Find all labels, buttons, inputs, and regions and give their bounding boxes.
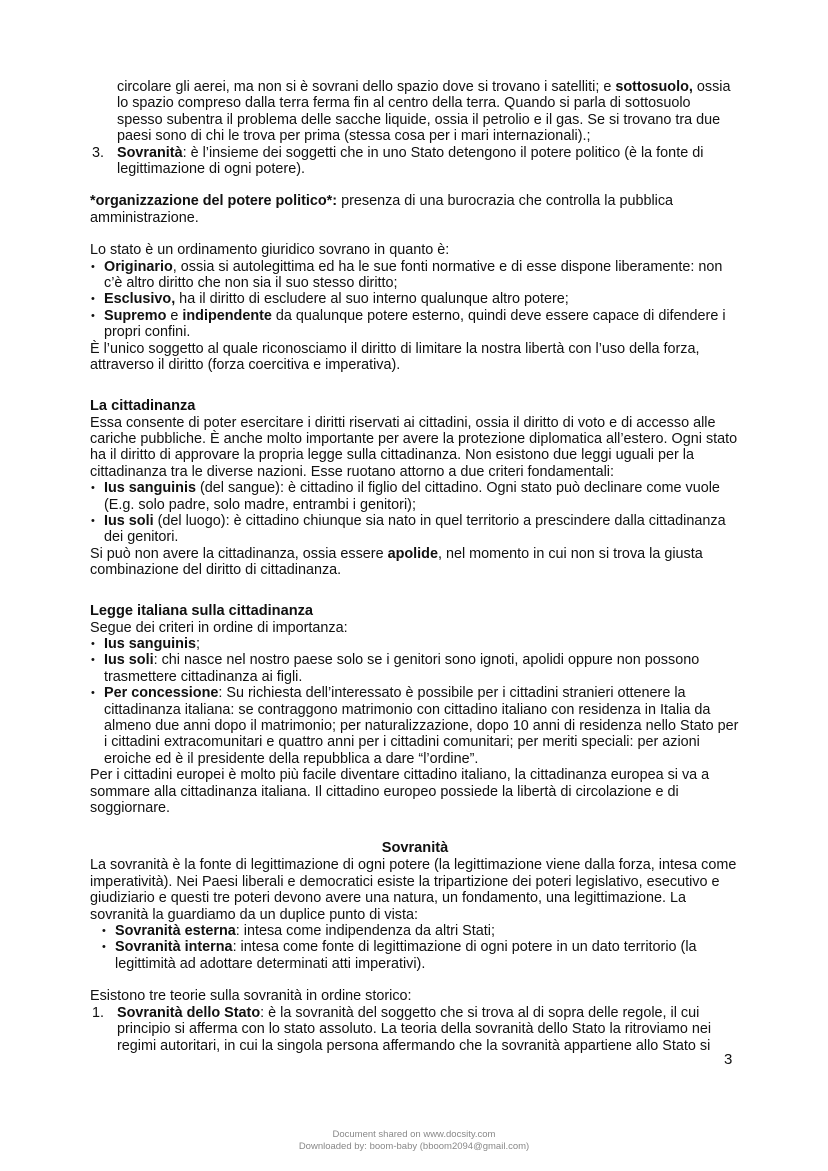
footer-shared-line: Document shared on www.docsity.com <box>332 1129 496 1140</box>
legge-heading: Legge italiana sulla cittadinanza <box>90 602 314 619</box>
sovranita-intro: La sovranità è la fonte di legittimazione di ogni potere (la legittimazione viene dalla forza, intesa come imperatività). Nei Paesi liberali e democratici esiste la tripartizione dei poteri legislativo, esecutivo e giudiziario e questi tre poteri devono avere una natura, un fondamento, una legittimazione. La sovranità la guardiamo da un duplice punto di vista: <box>90 857 737 923</box>
legge-bullet-list <box>90 636 740 767</box>
text-run: : intesa come fonte di legittimazione di ogni potere in un dato territorio (la legittimità ad adottare determinati atti imperativi). <box>115 939 697 972</box>
list-item <box>101 923 740 939</box>
text-run: circolare gli aerei, ma non si è sovrani dello spazio dove si trovano i satelliti; e <box>117 79 616 95</box>
bullet-icon: • <box>91 637 95 650</box>
list-item-text <box>115 923 495 939</box>
text-run: (del sangue): è cittadino il figlio del cittadino. Ogni stato può declinare come vuole (E.g. solo padre, solo madre, entrambi i genitori); <box>104 480 720 513</box>
stato-intro: Lo stato è un ordinamento giuridico sovrano in quanto è: <box>90 242 450 259</box>
list-item-text <box>104 291 569 307</box>
bold-text: Ius sanguinis <box>104 480 196 497</box>
bold-text: Ius soli <box>104 512 154 529</box>
bold-text: indipendente <box>182 307 272 324</box>
list-item-text <box>104 652 699 684</box>
bold-text: Sovranità <box>117 144 183 161</box>
bullet-icon: • <box>91 482 95 495</box>
list-item-sovranita <box>90 145 740 178</box>
document-page <box>90 79 740 1054</box>
teorie-numbered-list <box>90 1005 740 1054</box>
text-run: e <box>166 307 183 324</box>
bold-text: Supremo <box>104 307 167 324</box>
list-item <box>90 652 740 685</box>
list-item <box>90 636 740 652</box>
list-item <box>90 480 740 513</box>
bold-text: Esclusivo, <box>104 291 176 308</box>
list-item <box>90 685 740 767</box>
footer-downloaded-line: Downloaded by: boom-baby (bboom2094@gmail.com) <box>298 1141 530 1152</box>
list-marker: 3. <box>92 144 105 161</box>
cittadinanza-intro: Essa consente di poter esercitare i diritti riservati ai cittadini, ossia il diritto di voto e di accesso alle cariche pubbliche. È anche molto importante per avere la protezione diplomatica all’estero. Ogni stato ha il diritto di approvare la propria legge sulla cittadinanza. Non esistono due leggi uguali per la cittadinanza tra le diverse nazioni. Esse ruotano attorno a due criteri fondamentali: <box>90 414 738 480</box>
stato-bullet-list <box>90 259 740 341</box>
list-item-sovranita-stato <box>90 1005 740 1054</box>
cittadinanza-heading: La cittadinanza <box>90 397 196 414</box>
list-item <box>101 939 740 972</box>
legge-outro: Per i cittadini europei è molto più facile diventare cittadino italiano, la cittadinanza europea si va a sommare alla cittadinanza italiana. Il cittadino europeo possiede la libertà di circolazione e di soggiornare. <box>90 767 710 817</box>
list-item-text <box>104 308 726 340</box>
bullet-icon: • <box>91 260 95 273</box>
text-run: da qualunque potere esterno, quindi deve essere capace di difendere i propri confini. <box>104 307 726 341</box>
text-run: , nel momento in cui non si trova la giusta combinazione del diritto di cittadinanza. <box>90 545 703 579</box>
list-item <box>90 291 740 307</box>
text-run: (del luogo): è cittadino chiunque sia nato in quel territorio a prescindere dalla cittadinanza dei genitori. <box>104 512 726 546</box>
list-item-text <box>115 939 697 971</box>
sovranita-heading: Sovranità <box>381 840 449 857</box>
bold-text: apolide <box>387 545 438 562</box>
legge-intro: Segue dei criteri in ordine di importanza: <box>90 619 348 636</box>
bullet-icon: • <box>102 941 106 954</box>
text-run: Si può non avere la cittadinanza, ossia essere <box>90 545 388 562</box>
sovranita-bullet-list <box>90 923 740 972</box>
bullet-icon: • <box>91 293 95 306</box>
bold-text: Sovranità interna <box>115 939 233 956</box>
list-item-text <box>104 513 726 545</box>
list-item <box>90 308 740 341</box>
list-item-text <box>117 1005 711 1054</box>
text-run: : intesa come indipendenza da altri Stati; <box>235 923 495 940</box>
list-item <box>90 513 740 546</box>
bullet-icon: • <box>91 514 95 527</box>
text-run: ha il diritto di escludere al suo interno qualunque altro potere; <box>175 291 569 308</box>
cittadinanza-bullet-list <box>90 480 740 546</box>
text-run: : Su richiesta dell’interessato è possibile per i cittadini stranieri ottenere la cittadinanza italiana: se contraggono matrimonio con cittadino italiano con residenza in Italia da almeno due anni dopo il matrimonio; per naturalizzazione, dopo 10 anni di residenza nello Stato per i cittadini extracomunitari e quattro anni per i cittadini comunitari; per meriti speciali: per azioni eroiche ed è il presidente della repubblica a dare “l’ordine”. <box>104 685 739 767</box>
list-marker: 1. <box>92 1004 105 1021</box>
list-item-text <box>104 480 720 512</box>
text-run: presenza di una burocrazia che controlla la pubblica amministrazione. <box>90 193 674 226</box>
bold-text: Ius soli <box>104 652 154 669</box>
organizzazione-paragraph <box>90 193 740 226</box>
bold-text: Per concessione <box>104 685 219 702</box>
bold-text: sottosuolo, <box>615 79 693 95</box>
list-item-text <box>104 636 200 652</box>
bullet-icon: • <box>91 687 95 700</box>
list-item <box>90 259 740 292</box>
bullet-icon: • <box>91 309 95 322</box>
bold-text: *organizzazione del potere politico*: <box>90 193 338 210</box>
stato-outro: È l’unico soggetto al quale riconosciamo il diritto di limitare la nostra libertà con l’uso della forza, attraverso il diritto (forza coercitiva e imperativa). <box>90 340 700 374</box>
text-run: ossia lo spazio compreso dalla terra ferma fin al centro della terra. Quando si parla di sottosuolo spesso subentra il problema delle sacche liquide, ossia il petrolio e il gas. Se si trovano tra due paesi sono di chi le trova per prima (stessa cosa per i mari internazionali).; <box>117 79 731 145</box>
text-run: : chi nasce nel nostro paese solo se i genitori sono ignoti, apolidi oppure non possono trasmettere cittadinanza ai figli. <box>104 652 700 685</box>
continued-paragraph <box>90 79 740 145</box>
teorie-intro: Esistono tre teorie sulla sovranità in ordine storico: <box>90 988 412 1005</box>
bullet-icon: • <box>102 925 106 938</box>
list-item-text <box>104 685 738 767</box>
text-run: : è l’insieme dei soggetti che in uno Stato detengono il potere politico (è la fonte di legittimazione di ogni potere). <box>117 144 704 178</box>
list-item-text <box>117 145 703 177</box>
page-number: 3 <box>724 1051 733 1068</box>
text-run: ; <box>195 635 200 652</box>
text-run: , ossia si autolegittima ed ha le sue fonti normative e di esse dispone liberamente: non c’è altro diritto che non sia il suo stesso diritto; <box>104 258 723 292</box>
bold-text: Sovranità dello Stato <box>117 1004 261 1021</box>
list-item-text <box>104 259 722 291</box>
bold-text: Ius sanguinis <box>104 635 196 652</box>
bold-text: Originario <box>104 258 173 275</box>
bold-text: Sovranità esterna <box>115 923 236 940</box>
text-run: : è la sovranità del soggetto che si trova al di sopra delle regole, il cui principio si afferma con lo stato assoluto. La teoria della sovranità dello Stato la ritroviamo nei regimi autoritari, in cui la singola persona affermando che la sovranità appartiene allo Stato si <box>117 1004 712 1054</box>
cittadinanza-outro <box>90 546 740 579</box>
bullet-icon: • <box>91 654 95 667</box>
numbered-list-continued <box>90 145 740 178</box>
